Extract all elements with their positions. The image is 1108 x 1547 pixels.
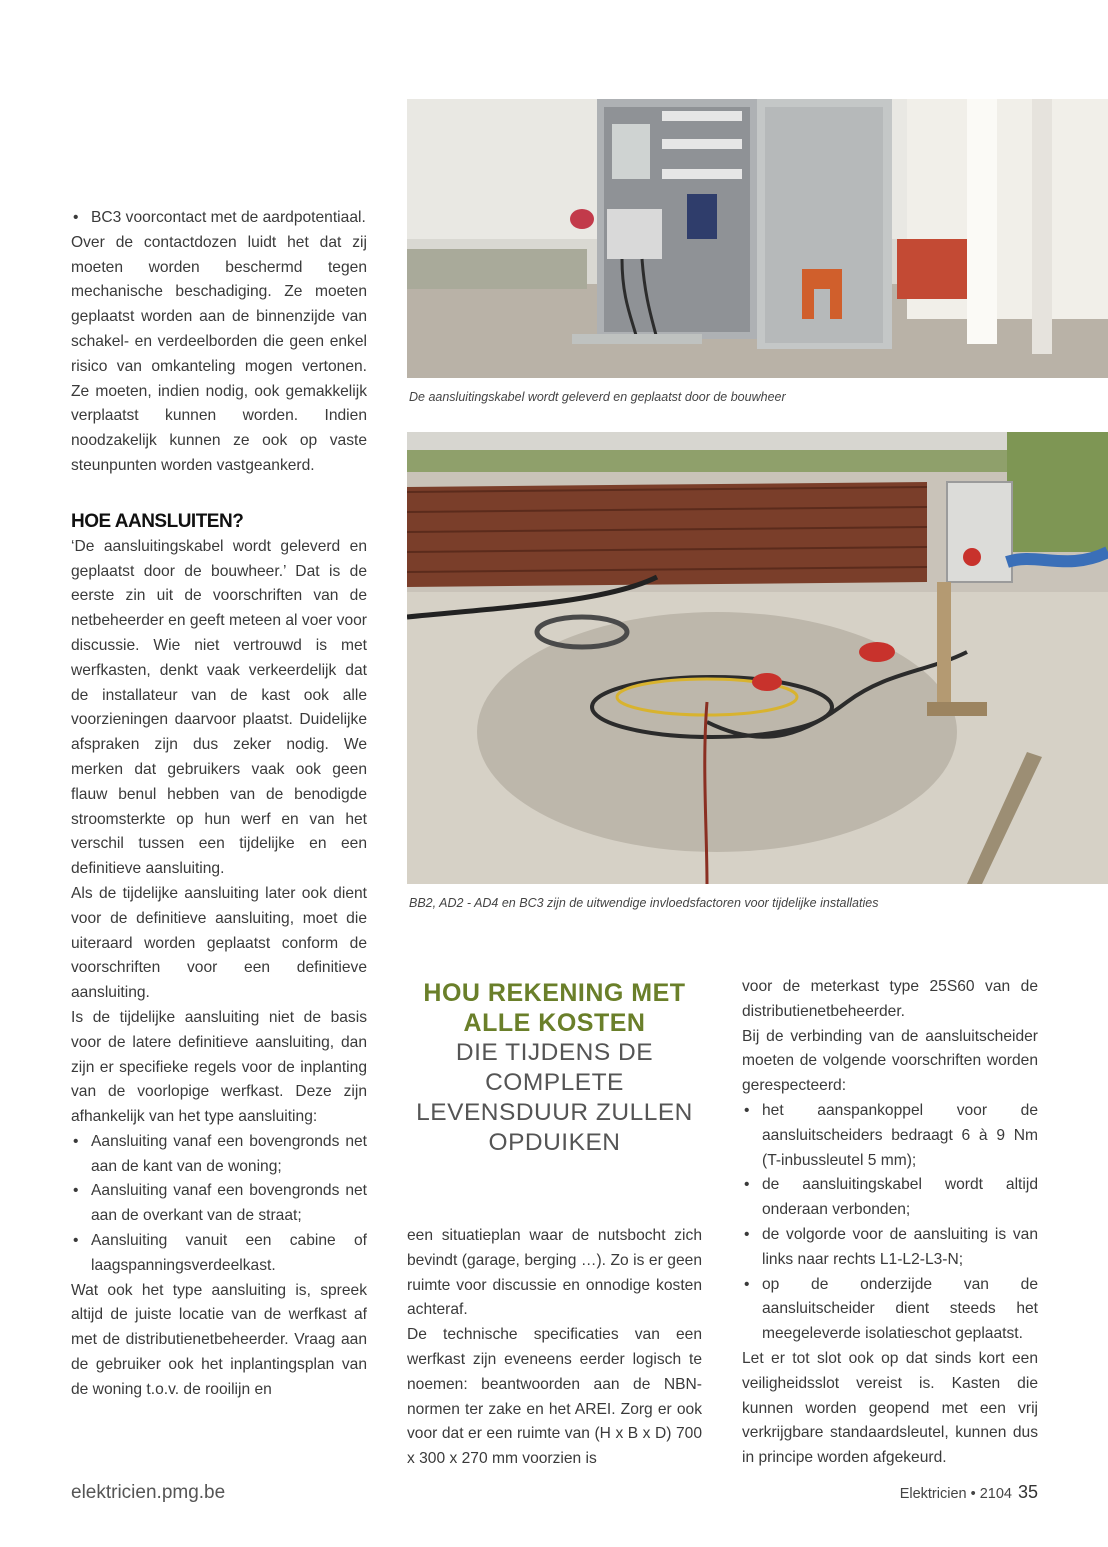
magazine-issue: Elektricien • 2104	[899, 1486, 1012, 1502]
pull-quote-line: OPDUIKEN	[488, 1129, 621, 1156]
paragraph: De technische specificaties van een werfkast zijn eveneens eerder logisch te noemen: beantwoorden aan de NBN-normen ter zake en het AREI. Zorg er ook voor dat er een ruimte van (H x B x D) 700 x 300 x 270 mm voorzien is	[407, 1326, 702, 1468]
footer-website: elektricien.pmg.be	[71, 1482, 226, 1503]
paragraph: Let er tot slot ook op dat sinds kort een veiligheidsslot vereist is. Kasten die kunnen worden geopend met een vrij verkrijgbare standaardsleutel, kunnen dus in principe worden afgekeurd.	[742, 1349, 1038, 1467]
paragraph: Over de contactdozen luidt het dat zij moeten worden beschermd tegen mechanische beschadiging. Ze moeten geplaatst worden aan de binnenzijde van schakel- en verdeelborden die geen enkel risico van omkanteling mogen vertonen. Ze moeten, indien nodig, ook gemakkelijk verplaatst kunnen worden. Indien noodzakelijk kunnen ze ook op vaste steunpunten worden vastgeankerd.	[71, 233, 367, 474]
list-item: • de aansluitingskabel wordt altijd onderaan verbonden;	[742, 1173, 1038, 1223]
pull-quote-line: ALLE KOSTEN	[463, 1009, 646, 1037]
regulations-list	[742, 1099, 1038, 1347]
list-item: • de volgorde voor de aansluiting is van links naar rechts L1-L2-L3-N;	[742, 1223, 1038, 1273]
page-number: 35	[1017, 1482, 1038, 1502]
paragraph: Als de tijdelijke aansluiting later ook dient voor de definitieve aansluiting, moet die uiteraard worden geplaatst conform de voorschriften voor een definitieve aansluiting.	[71, 884, 367, 1002]
list-item: • BC3 voorcontact met de aardpotentiaal.	[71, 206, 367, 231]
paragraph: Is de tijdelijke aansluiting niet de basis voor de latere definitieve aansluiting, dan zijn er specifieke regels voor de inplanting van de voorlopige werfkast. Deze zijn afhankelijk van het type aansluiting:	[71, 1008, 367, 1126]
pull-quote	[407, 978, 702, 1158]
paragraph: Bij de verbinding van de aansluitscheider moeten de volgende voorschriften worden gerespecteerd:	[742, 1027, 1038, 1095]
photo-caption: De aansluitingskabel wordt geleverd en geplaatst door de bouwheer	[409, 390, 786, 404]
footer-magazine	[900, 1482, 1038, 1503]
pull-quote-line: DIE TIJDENS DE	[455, 1039, 654, 1066]
list-item: • Aansluiting vanuit een cabine of laagspanningsverdeelkast.	[71, 1229, 367, 1279]
paragraph: ‘De aansluitingskabel wordt geleverd en geplaatst door de bouwheer.’ Dat is de eerste zin uit de voorschriften van de netbeheerder en geeft meteen al voer voor discussie. Wie niet vertrouwd is met werfkasten, denkt vaak verkeerdelijk dat de installateur van de kast ook alle voorzieningen daarvoor plaatst. Duidelijke afspraken zijn dus zeker nodig. We merken dat gebruikers vaak ook geen flauw benul hebben van de benodigde stroomsterkte op hun werf en van het verschil tussen een tijdelijke en een definitieve aansluiting.	[71, 537, 367, 878]
column-right	[742, 975, 1038, 1471]
pull-quote-line: COMPLETE	[485, 1069, 624, 1096]
photo-electrical-cabinet	[407, 99, 1108, 378]
section-heading: HOE AANSLUITEN?	[71, 510, 244, 532]
list-item: • op de onderzijde van de aansluitscheider dient steeds het meegeleverde isolatieschot geplaatst.	[742, 1273, 1038, 1347]
pull-quote-line: HOU REKENING MET	[423, 979, 686, 1007]
paragraph: voor de meterkast type 25S60 van de distributienetbeheerder.	[742, 978, 1038, 1020]
column-middle	[407, 1224, 702, 1472]
connection-type-list	[71, 1130, 367, 1279]
paragraph: Wat ook het type aansluiting is, spreek altijd de juiste locatie van de werfkast af met de distributienetbeheerder. Vraag aan de gebruiker ook het inplantingsplan van de woning t.o.v. de rooilijn en	[71, 1281, 367, 1398]
paragraph: een situatieplan waar de nutsbocht zich bevindt (garage, berging …). Zo is er geen ruimte voor discussie en onnodige kosten achteraf.	[407, 1227, 702, 1319]
pull-quote-line: LEVENSDUUR ZULLEN	[416, 1099, 693, 1126]
list-item: • Aansluiting vanaf een bovengronds net aan de kant van de woning;	[71, 1130, 367, 1180]
column-left	[71, 206, 367, 1403]
photo-site-connection	[407, 432, 1108, 884]
list-item: • het aanspankoppel voor de aansluitscheiders bedraagt 6 à 9 Nm (T-inbussleutel 5 mm);	[742, 1099, 1038, 1173]
list-item: • Aansluiting vanaf een bovengronds net aan de overkant van de straat;	[71, 1179, 367, 1229]
bullet-list-top	[71, 206, 367, 231]
photo-caption: BB2, AD2 - AD4 en BC3 zijn de uitwendige invloedsfactoren voor tijdelijke installaties	[409, 896, 879, 910]
